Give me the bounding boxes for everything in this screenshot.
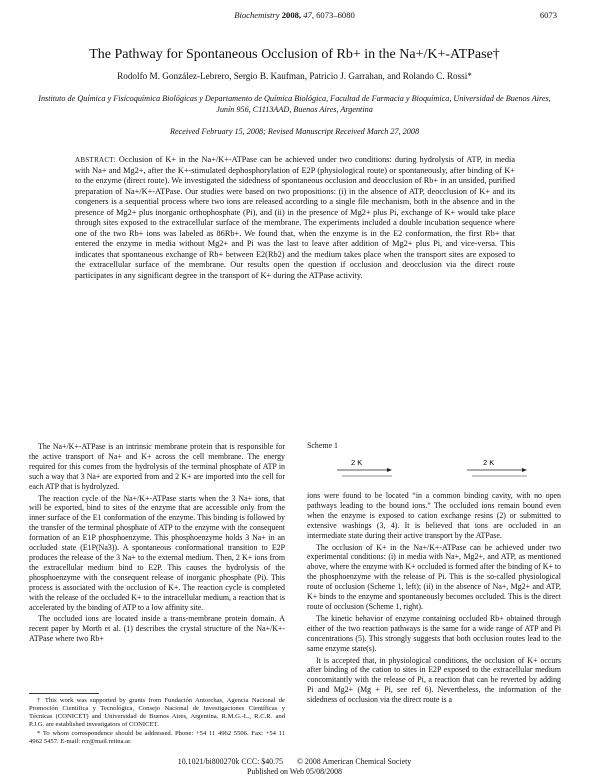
scheme-label: Scheme 1	[307, 441, 338, 450]
abstract	[75, 155, 515, 281]
article-authors: Rodolfo M. González-Lebrero, Sergio B. Kaufman, Patricio J. Garrahan, and Rolando C. Rossi*	[117, 71, 472, 81]
body-paragraph: ions were found to be located “in a common binding cavity, with no open pathways leading to the bound ions.” The occluded ions remain bound even when the enzyme is exposed to cation exchange resins (2) or submitted to extensive washings (3, 4). It is believed that ions are occluded in an intermediate state during their active transport by the ATPase.	[307, 491, 561, 540]
abstract-label: ABSTRACT:	[75, 156, 116, 164]
running-header	[0, 10, 589, 22]
body-paragraph: The occluded ions are located inside a trans-membrane protein domain. A recent paper by Morth et al. (1) describes the crystal structure of the Na+/K+-ATPase where two Rb+	[29, 614, 285, 644]
received-dates: Received February 15, 2008; Revised Manuscript Received March 27, 2008	[169, 127, 420, 136]
body-paragraph: It is accepted that, in physiological conditions, the occlusion of K+ occurs after binding of the cation to sites in E2P exposed to the extracellular medium concomitantly with the release of Pi, a reaction that can be reverted by adding Pi and Mg2+ (Mg + Pi, see ref 6). Nevertheless, the information of the sidedness of occlusion via the direct route is a	[307, 655, 561, 705]
journal-volume: 47,	[303, 10, 314, 20]
body-paragraph: The kinetic behavior of enzyme containing occluded Rb+ obtained through either of the two reaction pathways is the same for a wide range of ATP and Pi concentrations (5). This strongly suggests that both occlusion routes lead to the same enzyme state(s).	[307, 613, 561, 653]
left-column	[29, 442, 285, 646]
correspondence-footnote: * To whom correspondence should be addressed. Phone: +54 11 4962 5506. Fax: +54 11 4962 5457. E-mail: rcr@mail.retina.ar.	[29, 730, 285, 746]
doi-line: 10.1021/bi800270k CCC: $40.75	[177, 757, 283, 766]
published-line: Published on Web 05/08/2008	[246, 767, 342, 776]
body-paragraph: The Na+/K+-ATPase is an intrinsic membrane protein that is responsible for the active transport of Na+ and K+ across the cell membrane. The energy required for this comes from the hydrolysis of the terminal phosphate of ATP in such a way that 3 Na+ are exported from and 2 K+ are imported into the cell for each ATP that is hydrolyzed.	[29, 442, 285, 491]
scheme-left-arrowhead	[387, 468, 392, 472]
abstract-text: Occlusion of K+ in the Na+/K+-ATPase can be achieved under two conditions: during hydrolysis of ATP, in media with Na+ and Mg2+, after the K+-stimulated dephosphorylation of E2P (physiological route) or spontaneously, after binding of K+ to the enzyme (direct route). We investigated the sidedness of spontaneous occlusion and deocclusion of Rb+ in an unsided, purified preparation of Na+/K+-ATPase. Our studies were based on two propositions: (i) in the absence of ATP, deocclusion of K+ and its congeners is a sequential process where two ions are released according to a single file mechanism, both in the absence and in the presence of Mg2+ plus inorganic orthophosphate (Pi), and (ii) in the presence of Mg2+ plus Pi, exchange of K+ would take place through sites exposed to the extracellular surface of the membrane. The experiments included a double incubation sequence where one of the two Rb+ ions was labeled as 86Rb+. We found that, when the enzyme is in the E2 conformation, the first Rb+ that entered the enzyme in media without Mg2+ and Pi was the last to leave after addition of Mg2+ plus Pi, and vice-versa. This indicates that spontaneous exchange of Rb+ between E2(Rb2) and the medium takes place when the transport sites are exposed to the extracellular surface of the membrane. Our results open the question if occlusion and deocclusion via the direct route participates in any significant degree in the transport of K+ during the ATPase activity.	[75, 155, 516, 280]
footnote-rule	[29, 693, 99, 694]
article-title: The Pathway for Spontaneous Occlusion of Rb+ in the Na+/K+-ATPase†	[89, 47, 500, 62]
scheme-1-diagram	[307, 452, 561, 488]
page-footer	[0, 757, 589, 777]
funding-footnote: † This work was supported by grants from Fundación Antorchas, Agencia Nacional de Promoción Científica y Tecnológica, Consejo Nacional de Investigaciones Científicas y Técnicas (CONICET) and Universidad de Buenos Aires, Argentina. R.M.G.-L., R.C.R. and P.J.G. are established investigators of CONICET.	[29, 697, 285, 729]
journal-year: 2008,	[281, 10, 302, 20]
footnotes	[29, 697, 285, 748]
author-affiliation: Instituto de Química y Fisicoquímica Biológicas y Departamento de Química Biológica, Facultad de Farmacia y Bioquímica, Universidad de Buenos Aires, Junín 956, C1113AAD, Buenos Aires, Argentina	[38, 94, 551, 114]
body-paragraph: The occlusion of K+ in the Na+/K+-ATPase can be achieved under two experimental conditions: (i) in media with Na+, Mg2+, and ATP, as mentioned above, where the enzyme with K+ occluded is formed after the binding of K+ to the phosphoenzyme with the release of Pi. This is the so-called physiological route of occlusion (Scheme 1, left); (ii) in the absence of Na+, Mg2+ and ATP, K+ binds to the enzyme and spontaneously becomes occluded. This is the direct route of occlusion (Scheme 1, right).	[307, 542, 561, 611]
journal-name: Biochemistry	[234, 10, 280, 20]
copyright-line: © 2008 American Chemical Society	[296, 757, 412, 766]
page-number: 6073	[539, 10, 557, 20]
body-paragraph: The reaction cycle of the Na+/K+-ATPase starts when the 3 Na+ ions, that will be exported, bind to sites of the enzyme that are accessible only from the inner surface of the E1 conformation of the enzyme. This binding is followed by the transfer of the terminal phosphate of ATP to the enzyme with the consequent formation of an E1P phosphoenzyme. This phosphoenzyme holds 3 Na+ in an occluded state (E1P(Na3)). A spontaneous conformational transition to E2P produces the release of the 3 Na+ to the external medium. Then, 2 K+ ions from the extracellular medium bind to E2P. This causes the hydrolysis of the phosphoenzyme with the consequent release of inorganic phosphate (Pi). This process is associated with the occlusion of K+. The reaction cycle is completed with the release of the occluded K+ to the intracellular medium, a reaction that is accelerated by the binding of ATP to a low affinity site.	[29, 493, 285, 612]
scheme-right-arrowhead	[522, 468, 527, 472]
journal-citation	[0, 10, 589, 20]
journal-pages: 6073–6080	[316, 10, 355, 20]
right-column	[307, 491, 561, 707]
scheme-left-label: 2 K	[351, 458, 363, 467]
scheme-right-label: 2 K	[483, 458, 495, 467]
